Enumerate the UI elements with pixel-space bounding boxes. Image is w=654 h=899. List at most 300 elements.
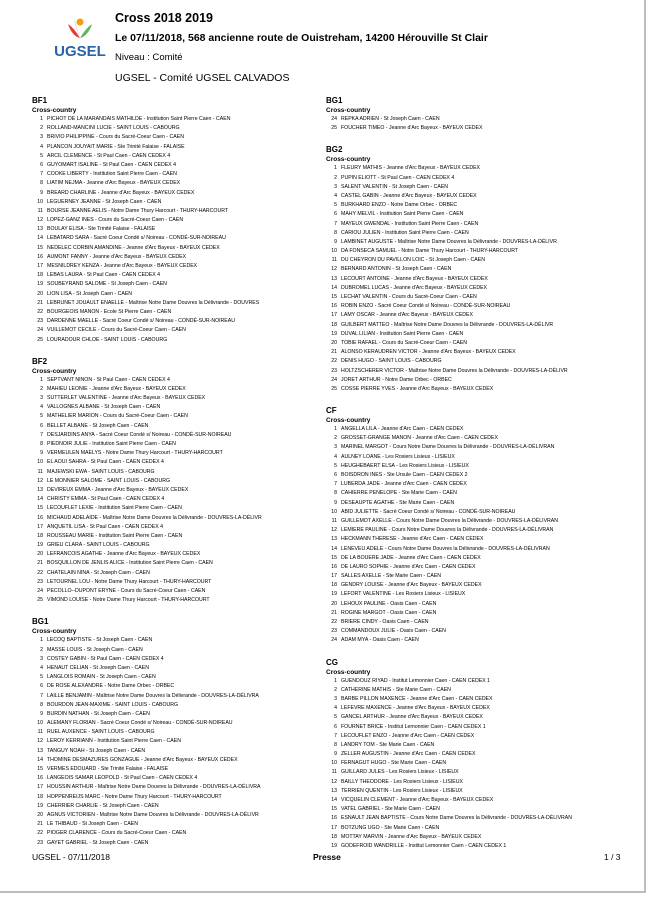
result-row	[326, 275, 596, 284]
result-athlete: COOKE LIBERTY - Institution Saint Pierre Caen - CAEN	[47, 171, 177, 178]
result-row	[32, 682, 302, 691]
result-row	[326, 517, 596, 526]
result-row	[326, 376, 596, 385]
result-row	[32, 458, 302, 467]
result-athlete: PIEDNOIR JULIE - Institution Saint Pierre Caen - CAEN	[47, 441, 176, 447]
result-athlete: LEBATARD SARA - Sacré Coeur Condé s/ Noireau - CONDÉ-SUR-NOIREAU	[47, 235, 226, 242]
result-rank: 22	[331, 358, 337, 365]
result-athlete: ROUSSEAU MARIE - Institution Saint Pierre Caen - CAEN	[47, 532, 183, 539]
result-athlete: GAYET GABRIEL - St Joseph Caen - CAEN	[47, 839, 149, 846]
result-athlete: SOUBEYRAND SALOME - St Joseph Caen - CAEN	[47, 281, 167, 288]
result-row	[32, 189, 302, 198]
result-athlete: GUENDOUZ RIYAD - Institut Lemonnier Caen - CAEN CEDEX 1	[341, 677, 490, 684]
result-rank: 13	[331, 275, 337, 282]
result-rank: 4	[40, 664, 43, 671]
result-athlete: ZELLER AUGUSTIN - Jeanne d'Arc Caen - CAEN CEDEX	[341, 751, 476, 758]
result-row	[326, 627, 596, 636]
result-row	[32, 737, 302, 746]
result-rank: 5	[334, 714, 337, 721]
result-row	[326, 741, 596, 750]
result-row	[326, 124, 596, 133]
result-rank: 17	[331, 573, 337, 580]
result-rank: 12	[331, 778, 337, 785]
result-rank: 19	[331, 330, 337, 337]
event-location: Le 07/11/2018, 568 ancienne route de Ouistreham, 14200 Hérouville St Clair	[115, 32, 488, 44]
results-column-left	[32, 93, 302, 848]
result-athlete: MAHY MELVIL - Institution Saint Pierre Caen - CAEN	[341, 211, 464, 218]
result-athlete: DE ROSE ALEXANDRE - Notre Dame Orbec - ORBEC	[47, 683, 175, 690]
group-discipline: Cross-country	[326, 156, 371, 164]
result-rank: 19	[37, 802, 43, 809]
result-rank: 8	[40, 180, 43, 187]
result-rank: 9	[334, 751, 337, 758]
result-athlete: GODEFROID WANDRILLE - Institut Lemonnier Caen - CAEN CEDEX 1	[341, 842, 507, 849]
result-row	[32, 143, 302, 152]
result-row	[32, 225, 302, 234]
result-row	[326, 201, 596, 210]
result-athlete: CHERRIER CHARLIE - St Joseph Caen - CAEN	[47, 802, 159, 809]
result-row	[32, 673, 302, 682]
result-rank: 11	[331, 769, 337, 776]
result-row	[32, 280, 302, 289]
result-row	[32, 161, 302, 170]
group-discipline: Cross-country	[326, 107, 371, 114]
result-row	[32, 308, 302, 317]
result-group	[32, 95, 302, 345]
result-rank: 3	[40, 395, 43, 402]
result-athlete: BAILLY THEODORE - Les Rosiers Lisieux - LISIEUX	[341, 778, 463, 785]
result-rank: 23	[37, 839, 43, 846]
result-row	[32, 802, 302, 811]
result-row	[32, 336, 302, 345]
group-spacer	[32, 605, 302, 614]
result-rank: 3	[40, 134, 43, 141]
result-athlete: TOBIE RAFAEL - Cours du Sacré-Coeur Caen - CAEN	[341, 339, 467, 346]
result-rank: 23	[331, 628, 337, 635]
result-athlete: PICHOT DE LA MARANDAIS MATHILDE - Institution Saint Pierre Caen - CAEN	[47, 116, 231, 122]
result-rank: 2	[40, 385, 43, 392]
result-athlete: COSTEY GABIN - St Paul Caen - CAEN CEDEX 4	[47, 655, 164, 662]
result-athlete: LEGUERNEY JEANNE - St Joseph Caen - CAEN	[47, 198, 162, 205]
result-athlete: DA FONSECA SAMUEL - Notre Dame Thury Harcourt - THURY-HARCOURT	[341, 248, 519, 255]
results-column-right	[326, 93, 596, 851]
result-row	[32, 747, 302, 756]
result-row	[32, 290, 302, 299]
result-rank: 2	[40, 125, 43, 132]
result-athlete: VERMEULEN MAELYS - Notre Dame Thury Harcourt - THURY-HARCOURT	[47, 450, 223, 457]
result-athlete: LOPEZ-GANZ INES - Cours du Sacré-Coeur Caen - CAEN	[47, 217, 184, 224]
group-spacer	[326, 133, 596, 142]
result-rank: 24	[331, 116, 337, 122]
result-row	[326, 750, 596, 759]
footer-label: Presse	[313, 852, 341, 862]
result-row	[326, 247, 596, 256]
result-athlete: FOURNET BRICE - Institut Lemonnier Caen - CAEN CEDEX 1	[341, 723, 486, 730]
result-rank: 6	[334, 472, 337, 478]
result-rank: 5	[40, 152, 43, 159]
group-title: BF1	[32, 96, 48, 105]
result-athlete: CARIOU JULIEN - Institution Saint Pierre Caen - CAEN	[341, 229, 469, 236]
result-row	[326, 805, 596, 814]
result-athlete: LEBRUNET JOUAULT ENAELLE - Maîtrise Notre Dame Douvres la Délivrande - DOUVRES	[47, 299, 260, 306]
result-row	[32, 115, 302, 124]
result-athlete: DESJARDINS ANYA - Sacré Coeur Condé s/ Noireau - CONDÉ-SUR-NOIREAU	[47, 431, 232, 438]
result-row	[32, 532, 302, 541]
result-athlete: GROSSET-GRANGE MANON - Jeanne d'Arc Caen - CAEN CEDEX	[341, 435, 498, 442]
result-athlete: MICHAUD ADELAIDE - Maîtrise Notre Dame Douvres la Délivrande - DOUVRES-LA-DÉLIVR	[47, 514, 262, 521]
result-athlete: PLANCON JOUYAIT MARIE - Ste Trinité Falaise - FALAISE	[47, 143, 185, 150]
result-rank: 18	[37, 793, 43, 800]
result-group	[326, 144, 596, 394]
result-athlete: HEUGHEBAERT ELSA - Les Rosiers Lisieux - LISIEUX	[341, 462, 469, 469]
result-athlete: ALEMANY FLORIAN - Sacré Coeur Condé s/ Noireau - CONDÉ-SUR-NOIREAU	[47, 720, 233, 727]
result-rank: 18	[37, 272, 43, 279]
result-row	[326, 814, 596, 823]
result-row	[32, 299, 302, 308]
result-rank: 25	[37, 597, 43, 604]
result-rank: 15	[331, 294, 337, 300]
result-row	[32, 170, 302, 179]
result-athlete: HENAUT CELIAN - St Joseph Caen - CAEN	[47, 664, 149, 671]
result-rank: 11	[37, 729, 43, 736]
result-athlete: GUILLARD JULES - Les Rosiers Lisieux - LISIEUX	[341, 769, 459, 776]
result-athlete: SEPTVANT NINON - St Paul Caen - CAEN CEDEX 4	[47, 376, 170, 383]
result-rank: 6	[334, 211, 337, 218]
result-athlete: LECOQ BAPTISTE - St Joseph Caen - CAEN	[47, 637, 153, 644]
result-rank: 19	[331, 591, 337, 598]
ugsel-logo	[50, 14, 110, 62]
result-athlete: BURKHARD ENZO - Notre Dame Orbec - ORBEC	[341, 202, 458, 209]
result-rank: 24	[331, 637, 337, 644]
report-title: Cross 2018 2019	[115, 11, 213, 25]
result-rank: 14	[331, 545, 337, 552]
result-row	[326, 686, 596, 695]
result-row	[32, 756, 302, 765]
result-athlete: BOULAY ELISA - Ste Trinité Falaise - FALAISE	[47, 226, 156, 233]
result-row	[326, 443, 596, 452]
result-row	[32, 596, 302, 605]
result-rank: 10	[331, 760, 337, 767]
result-athlete: LAILLE BENJAMIN - Maîtrise Notre Dame Douvres la Délivrande - DOUVRES-LA-DÉLIVRA	[47, 692, 259, 699]
result-group	[32, 616, 302, 847]
result-rank: 9	[334, 238, 337, 245]
result-athlete: MARINEL MARGOT - Cours Notre Dame Douvres la Délivrande - DOUVRES-LA-DÉLIVRAN	[341, 444, 555, 451]
result-athlete: LEROY KERRIANN - Institution Saint Pierre Caen - CAEN	[47, 738, 181, 745]
result-rank: 6	[334, 723, 337, 730]
result-rank: 11	[37, 468, 43, 475]
result-athlete: DARDENNE MAELLE - Sacré Coeur Condé s/ Noireau - CONDÉ-SUR-NOIREAU	[47, 318, 235, 325]
result-athlete: CASTEL GABIN - Jeanne d'Arc Bayeux - BAYEUX CEDEX	[341, 192, 477, 199]
result-rank: 15	[37, 244, 43, 251]
result-rank: 15	[331, 806, 337, 813]
result-row	[326, 713, 596, 722]
result-row	[326, 229, 596, 238]
result-athlete: NEDELEC CORBIN AMANDINE - Jeanne d'Arc Bayeux - BAYEUX CEDEX	[47, 244, 220, 251]
result-rank: 19	[37, 281, 43, 288]
result-row	[326, 471, 596, 480]
logo-petal-right-mark	[80, 24, 92, 38]
result-rank: 21	[331, 349, 337, 356]
result-row	[326, 385, 596, 394]
result-rank: 10	[331, 248, 337, 255]
result-rank: 10	[331, 508, 337, 515]
result-rank: 7	[334, 732, 337, 739]
result-athlete: MAHIEU LEONIE - Jeanne d'Arc Bayeux - BAYEUX CEDEX	[47, 385, 186, 392]
result-row	[32, 514, 302, 523]
result-athlete: CAHIERRE PENELOPE - Ste Marie Caen - CAEN	[341, 490, 457, 497]
result-rank: 8	[40, 441, 43, 447]
result-athlete: TERRIEN QUENTIN - Les Rosiers Lisieux - LISIEUX	[341, 787, 463, 794]
result-rank: 14	[37, 496, 43, 503]
result-row	[326, 480, 596, 489]
result-row	[326, 824, 596, 833]
result-row	[326, 581, 596, 590]
result-row	[32, 550, 302, 559]
result-rank: 23	[37, 318, 43, 325]
result-rank: 9	[40, 450, 43, 457]
result-athlete: LEFEVRE MAXENCE - Jeanne d'Arc Bayeux - BAYEUX CEDEX	[341, 705, 490, 712]
result-row	[326, 348, 596, 357]
result-row	[326, 778, 596, 787]
result-group	[326, 657, 596, 852]
result-athlete: BOURSE JEANNE AELIS - Notre Dame Thury Harcourt - THURY-HARCOURT	[47, 207, 229, 214]
ugsel-logo-icon	[50, 14, 110, 62]
result-rank: 20	[37, 811, 43, 818]
result-group	[326, 405, 596, 646]
result-rank: 11	[37, 207, 43, 214]
result-rank: 16	[331, 815, 337, 822]
result-rank: 24	[37, 588, 43, 594]
result-rank: 22	[331, 619, 337, 625]
result-row	[326, 256, 596, 265]
group-title: BF2	[32, 356, 48, 366]
result-athlete: ADAM MYA - Oasis Caen - CAEN	[341, 637, 419, 644]
result-row	[32, 793, 302, 802]
result-row	[32, 152, 302, 161]
result-row	[32, 811, 302, 820]
result-athlete: MASSE LOUIS - St Joseph Caen - CAEN	[47, 646, 143, 653]
result-rank: 13	[331, 787, 337, 794]
result-row	[32, 431, 302, 440]
result-rank: 21	[37, 560, 43, 567]
result-athlete: TANGUY NOAH - St Joseph Caen - CAEN	[47, 747, 146, 754]
result-athlete: GANCEL ARTHUR - Jeanne d'Arc Bayeux - BAYEUX CEDEX	[341, 714, 483, 721]
result-row	[326, 115, 596, 124]
result-athlete: LIATIM NEJMA - Jeanne d'Arc Bayeux - BAYEUX CEDEX	[47, 180, 181, 187]
footer-date: UGSEL - 07/11/2018	[32, 852, 110, 862]
result-rank: 16	[331, 563, 337, 570]
result-row	[326, 796, 596, 805]
result-rank: 5	[40, 674, 43, 681]
result-athlete: BOURGEOIS MANON - Ecole St Pierre Caen - CAEN	[47, 308, 172, 315]
result-row	[32, 262, 302, 271]
result-row	[326, 768, 596, 777]
result-rank: 12	[331, 527, 337, 534]
result-athlete: LAMBINET AUGUSTE - Maîtrise Notre Dame Douvres la Délivrande - DOUVRES-LA-DÉLIVR	[341, 238, 557, 245]
result-rank: 11	[331, 257, 337, 264]
result-athlete: VUILLEMOT CECILE - Cours du Sacré-Coeur Caen - CAEN	[47, 327, 186, 334]
result-rank: 22	[37, 830, 43, 837]
result-row	[326, 842, 596, 851]
result-rank: 15	[37, 766, 43, 772]
result-row	[32, 523, 302, 532]
result-athlete: CHRISTY EMMA - St Paul Caen - CAEN CEDEX 4	[47, 496, 165, 503]
result-athlete: LEFRANCOIS AGATHE - Jeanne d'Arc Bayeux - BAYEUX CEDEX	[47, 551, 201, 558]
result-rank: 10	[37, 198, 43, 205]
result-athlete: ALONSO KERAUDREN VICTOR - Jeanne d'Arc Bayeux - BAYEUX CEDEX	[341, 349, 516, 356]
group-title: BG1	[32, 617, 49, 627]
result-athlete: LION LISA - St Joseph Caen - CAEN	[47, 290, 133, 297]
result-row	[32, 244, 302, 253]
result-rank: 5	[334, 462, 337, 469]
result-rank: 4	[334, 192, 337, 199]
result-rank: 7	[334, 220, 337, 227]
result-rank: 23	[37, 578, 43, 585]
result-rank: 2	[334, 435, 337, 442]
result-athlete: HOUSSIN ARTHUR - Maîtrise Notre Dame Douvres la Délivrande - DOUVRES-LA-DÉLIVRA	[47, 784, 261, 791]
result-row	[326, 572, 596, 581]
result-row	[32, 179, 302, 188]
result-rank: 4	[40, 404, 43, 411]
result-athlete: BOISDRON INES - Ste Ursule Caen - CAEN CEDEX 2	[341, 472, 468, 478]
report-header	[115, 10, 635, 86]
result-row	[326, 425, 596, 434]
result-rank: 3	[40, 655, 43, 662]
result-rank: 5	[40, 413, 43, 420]
result-row	[326, 508, 596, 517]
result-row	[32, 234, 302, 243]
result-rank: 16	[37, 514, 43, 521]
result-row	[326, 321, 596, 330]
result-row	[326, 695, 596, 704]
result-athlete: LUBERDA JADE - Jeanne d'Arc Caen - CAEN CEDEX	[341, 481, 467, 488]
result-rank: 15	[37, 505, 43, 512]
result-athlete: SALENT VALENTIN - St Joseph Caen - CAEN	[341, 183, 449, 190]
result-row	[326, 265, 596, 274]
group-discipline: Cross-country	[326, 417, 371, 425]
result-athlete: JORET ARTHUR - Notre Dame Orbec - ORBEC	[341, 376, 452, 383]
result-athlete: DUVAL LILIAN - Institution Saint Pierre Caen - CAEN	[341, 330, 464, 337]
result-row	[326, 174, 596, 183]
result-rank: 7	[40, 692, 43, 699]
result-row	[326, 489, 596, 498]
result-row	[326, 677, 596, 686]
group-title: CG	[326, 657, 338, 667]
footer-page-number: 1 / 3	[604, 852, 621, 862]
result-group	[326, 95, 596, 133]
result-athlete: HOPPENREIJS MARC - Notre Dame Thury Harcourt - THURY-HARCOURT	[47, 793, 222, 800]
result-rank: 25	[331, 385, 337, 392]
result-row	[32, 541, 302, 550]
result-row	[326, 636, 596, 645]
result-athlete: BARBE PILLON MAXENCE - Jeanne d'Arc Caen - CAEN CEDEX	[341, 695, 493, 702]
result-row	[32, 468, 302, 477]
result-rank: 24	[331, 376, 337, 383]
group-title: CF	[326, 406, 337, 416]
result-row	[326, 563, 596, 572]
result-row	[32, 636, 302, 645]
result-row	[32, 124, 302, 133]
result-athlete: LEMIERE PAULINE - Cours Notre Dame Douvres la Délivrande - DOUVRES-LA-DÉLIVRAN	[341, 527, 554, 534]
group-title: BG2	[326, 145, 343, 155]
result-rank: 13	[37, 486, 43, 493]
result-rank: 22	[37, 308, 43, 315]
result-rank: 16	[37, 775, 43, 782]
result-athlete: FERNAGUT HUGO - Ste Marie Caen - CAEN	[341, 760, 447, 767]
result-athlete: BOURDON JEAN-MAXIME - SAINT LOUIS - CABOURG	[47, 701, 179, 708]
result-athlete: AULNEY LOANE - Les Rosiers Lisieux - LISIEUX	[341, 453, 455, 460]
result-row	[326, 545, 596, 554]
result-row	[326, 535, 596, 544]
result-athlete: LANDRY TOM - Ste Marie Caen - CAEN	[341, 741, 435, 748]
result-rank: 22	[37, 569, 43, 576]
result-row	[32, 449, 302, 458]
result-athlete: LETOURNEL LOU - Notre Dame Thury Harcourt - THURY-HARCOURT	[47, 578, 212, 585]
result-rank: 5	[334, 202, 337, 209]
logo-head-mark	[77, 19, 84, 26]
result-rank: 18	[331, 582, 337, 589]
result-rank: 20	[331, 600, 337, 607]
result-athlete: LE THIBAUD - St Joseph Caen - CAEN	[47, 821, 139, 828]
result-rank: 19	[37, 542, 43, 549]
result-rank: 25	[37, 336, 43, 343]
result-athlete: BOTZUNG UGO - Ste Marie Caen - CAEN	[341, 824, 440, 831]
result-rank: 16	[37, 253, 43, 260]
result-rank: 21	[331, 609, 337, 616]
result-rank: 4	[40, 143, 43, 150]
result-row	[32, 326, 302, 335]
result-row	[32, 839, 302, 848]
result-rank: 1	[40, 116, 43, 122]
result-rank: 1	[334, 677, 337, 684]
result-row	[326, 311, 596, 320]
group-spacer	[326, 646, 596, 655]
result-athlete: FLEURY MATHIS - Jeanne d'Arc Bayeux - BAYEUX CEDEX	[341, 165, 480, 172]
group-discipline: Cross-country	[32, 367, 77, 375]
result-rank: 16	[331, 303, 337, 310]
result-athlete: LECOURT ANTOINE - Jeanne d'Arc Bayeux - BAYEUX CEDEX	[341, 275, 488, 282]
result-athlete: PECOLLO--DUPONT ERYNE - Cours du Sacré-Coeur Caen - CAEN	[47, 588, 206, 594]
result-athlete: MOTTAY MARVIN - Jeanne d'Arc Bayeux - BAYEUX CEDEX	[341, 833, 482, 840]
result-rank: 3	[334, 183, 337, 190]
group-spacer	[326, 394, 596, 403]
result-rank: 9	[40, 189, 43, 196]
result-row	[32, 207, 302, 216]
result-rank: 12	[331, 266, 337, 273]
result-rank: 14	[331, 284, 337, 291]
result-row	[32, 664, 302, 673]
result-rank: 1	[334, 165, 337, 172]
result-row	[32, 198, 302, 207]
result-athlete: ROLLAND-MANCINI LUCIE - SAINT LOUIS - CABOURG	[47, 125, 180, 132]
result-row	[32, 253, 302, 262]
result-rank: 7	[40, 431, 43, 438]
result-row	[326, 723, 596, 732]
result-group	[32, 356, 302, 606]
result-rank: 10	[37, 459, 43, 466]
result-athlete: DUBROMEL LUCAS - Jeanne d'Arc Bayeux - BAYEUX CEDEX	[341, 284, 488, 291]
result-rank: 20	[331, 339, 337, 346]
result-rank: 3	[334, 695, 337, 702]
result-row	[32, 317, 302, 326]
result-rank: 18	[37, 532, 43, 539]
result-row	[326, 302, 596, 311]
result-athlete: LEBAS LAURA - St Paul Caen - CAEN CEDEX 4	[47, 272, 161, 279]
result-row	[32, 578, 302, 587]
result-row	[32, 394, 302, 403]
result-athlete: GUYOMART ISALINE - St Paul Caen - CAEN CEDEX 4	[47, 161, 176, 168]
result-rank: 19	[331, 842, 337, 849]
